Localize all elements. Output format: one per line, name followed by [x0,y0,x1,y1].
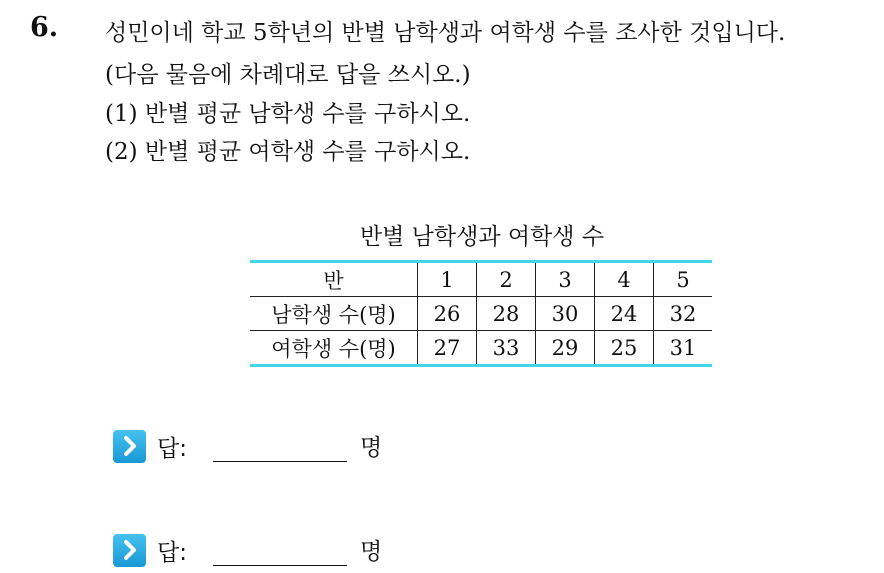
question-text-line-2: (다음 물음에 차례대로 답을 쓰시오.) [105,62,471,88]
header-cell-4: 4 [595,262,654,297]
answer-unit: 명 [360,435,383,461]
table-cell: 28 [477,297,536,331]
header-cell-2: 2 [477,262,536,297]
table-cell: 24 [595,297,654,331]
header-cell-3: 3 [536,262,595,297]
answer-label: 답: [157,435,187,462]
arrow-right-icon [113,430,146,463]
table-caption-text: 반별 남학생과 여학생 수 [359,224,605,250]
table-cell: 31 [654,331,713,366]
table-row-girls [250,331,712,366]
table-header-row [250,262,712,297]
table-cell: 30 [536,297,595,331]
table-cell: 29 [536,331,595,366]
answer-unit: 명 [360,539,383,565]
answer-row-2 [113,533,383,567]
question-number: 6. [30,12,59,43]
header-cell-class: 반 [323,268,344,293]
answer-label: 답: [157,539,187,566]
table-cell: 33 [477,331,536,366]
answer-input-1[interactable] [213,461,347,462]
table-cell: 26 [418,297,477,331]
question-text-line-1: 성민이네 학교 5학년의 반별 남학생과 여학생 수를 조사한 것입니다. [105,20,786,46]
arrow-right-icon [113,534,146,567]
data-table [250,260,712,367]
answer-row-1 [113,429,383,463]
table-caption [0,218,884,251]
row-label: 여학생 수(명) [271,336,396,361]
header-cell-1: 1 [418,262,477,297]
sub-question-2: (2) 반별 평균 여학생 수를 구하시오. [105,139,471,165]
answer-input-2[interactable] [213,565,347,566]
row-label: 남학생 수(명) [271,302,396,327]
table-cell: 32 [654,297,713,331]
table-cell: 25 [595,331,654,366]
table-row-boys [250,297,712,331]
header-cell-5: 5 [654,262,713,297]
table-cell: 27 [418,331,477,366]
sub-question-1: (1) 반별 평균 남학생 수를 구하시오. [105,101,471,127]
